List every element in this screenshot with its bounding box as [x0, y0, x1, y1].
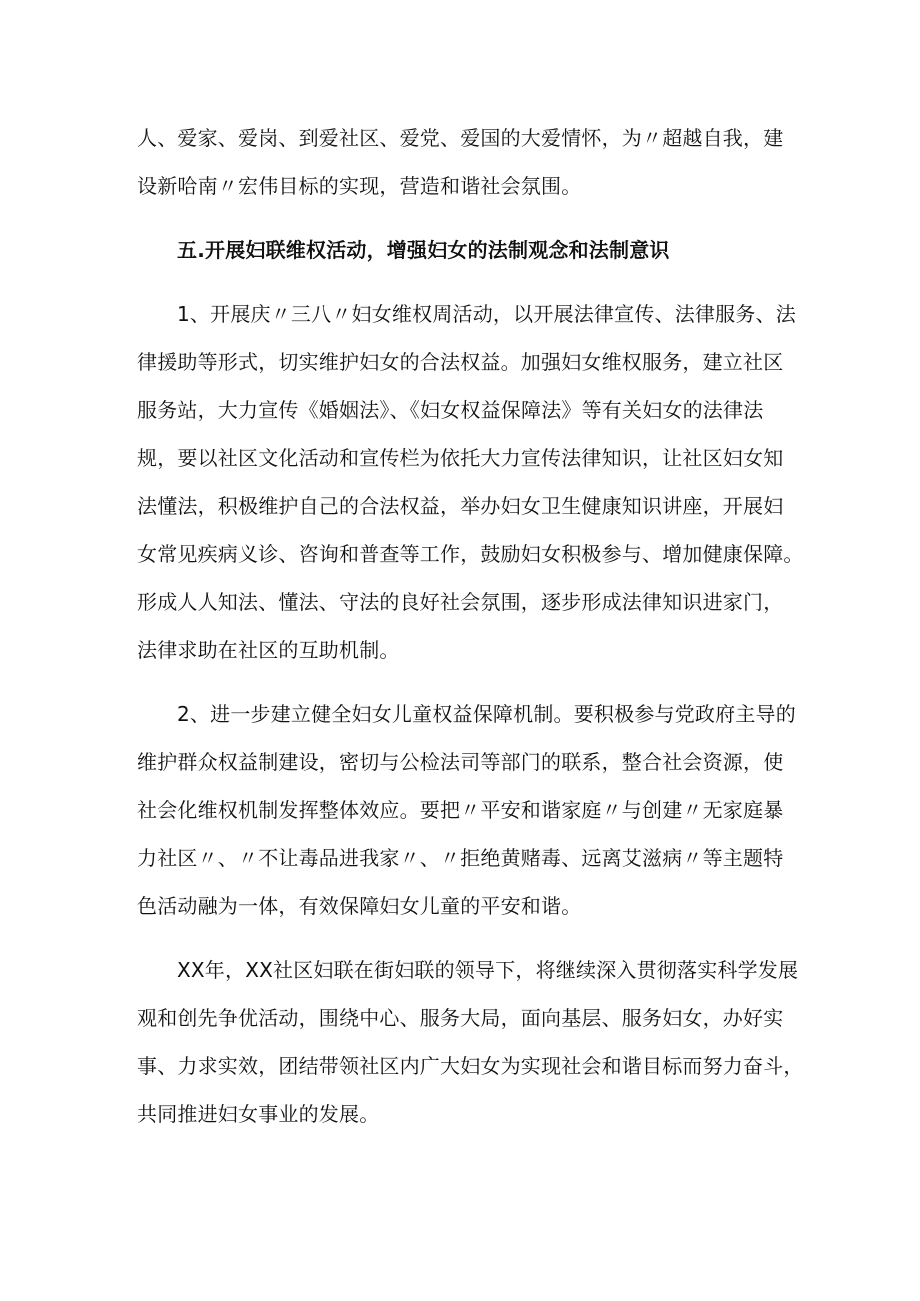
- item-1-paragraph: [137, 290, 804, 674]
- text-line: 维护群众权益制建设，密切与公检法司等部门的联系，整合社会资源，使: [137, 750, 784, 774]
- text-line: 事、力求实效，团结带领社区内广大妇女为实现社会和谐目标而努力奋斗，: [137, 1054, 804, 1078]
- text-line: 人、爱家、爱岗、到爱社区、爱党、爱国的大爱情怀，为〃超越自我，建: [137, 126, 784, 150]
- text-line: 女常见疾病义诊、咨询和普查等工作，鼓励妇女积极参与、增加健康保障。: [137, 542, 804, 566]
- text-line: 共同推进妇女事业的发展。: [137, 1102, 380, 1126]
- text-line: 形成人人知法、懂法、守法的良好社会氛围，逐步形成法律知识进家门，: [137, 590, 784, 614]
- text-line: 设新哈南〃宏伟目标的实现，营造和谐社会氛围。: [137, 174, 582, 198]
- item-2-paragraph: [137, 690, 797, 930]
- section-heading: 五.开展妇联维权活动，增强妇女的法制观念和法制意识: [177, 238, 670, 262]
- text-line: 2、进一步建立健全妇女儿童权益保障机制。要积极参与党政府主导的: [177, 702, 796, 726]
- document-body: [137, 114, 804, 1138]
- intro-paragraph: [137, 114, 797, 210]
- text-line: 1、开展庆〃三八〃妇女维权周活动，以开展法律宣传、法律服务、法: [177, 302, 796, 326]
- closing-paragraph: [137, 946, 804, 1138]
- text-line: 法懂法，积极维护自己的合法权益，举办妇女卫生健康知识讲座，开展妇: [137, 494, 784, 518]
- text-line: XX年，XX社区妇联在街妇联的领导下，将继续深入贯彻落实科学发展: [177, 958, 799, 982]
- text-line: 律援助等形式，切实维护妇女的合法权益。加强妇女维权服务，建立社区: [137, 350, 784, 374]
- text-line: 观和创先争优活动，围绕中心、服务大局，面向基层、服务妇女，办好实: [137, 1006, 784, 1030]
- text-line: 服务站，大力宣传《婚姻法》、《妇女权益保障法》等有关妇女的法律法: [137, 398, 764, 422]
- text-line: 法律求助在社区的互助机制。: [137, 638, 400, 662]
- text-line: 规，要以社区文化活动和宣传栏为依托大力宣传法律知识，让社区妇女知: [137, 446, 784, 470]
- text-line: 社会化维权机制发挥整体效应。要把〃平安和谐家庭〃与创建〃无家庭暴: [137, 798, 784, 822]
- text-line: 色活动融为一体，有效保障妇女儿童的平安和谐。: [137, 894, 582, 918]
- text-line: 力社区〃、〃不让毒品进我家〃、〃拒绝黄赌毒、远离艾滋病〃等主题特: [137, 846, 784, 870]
